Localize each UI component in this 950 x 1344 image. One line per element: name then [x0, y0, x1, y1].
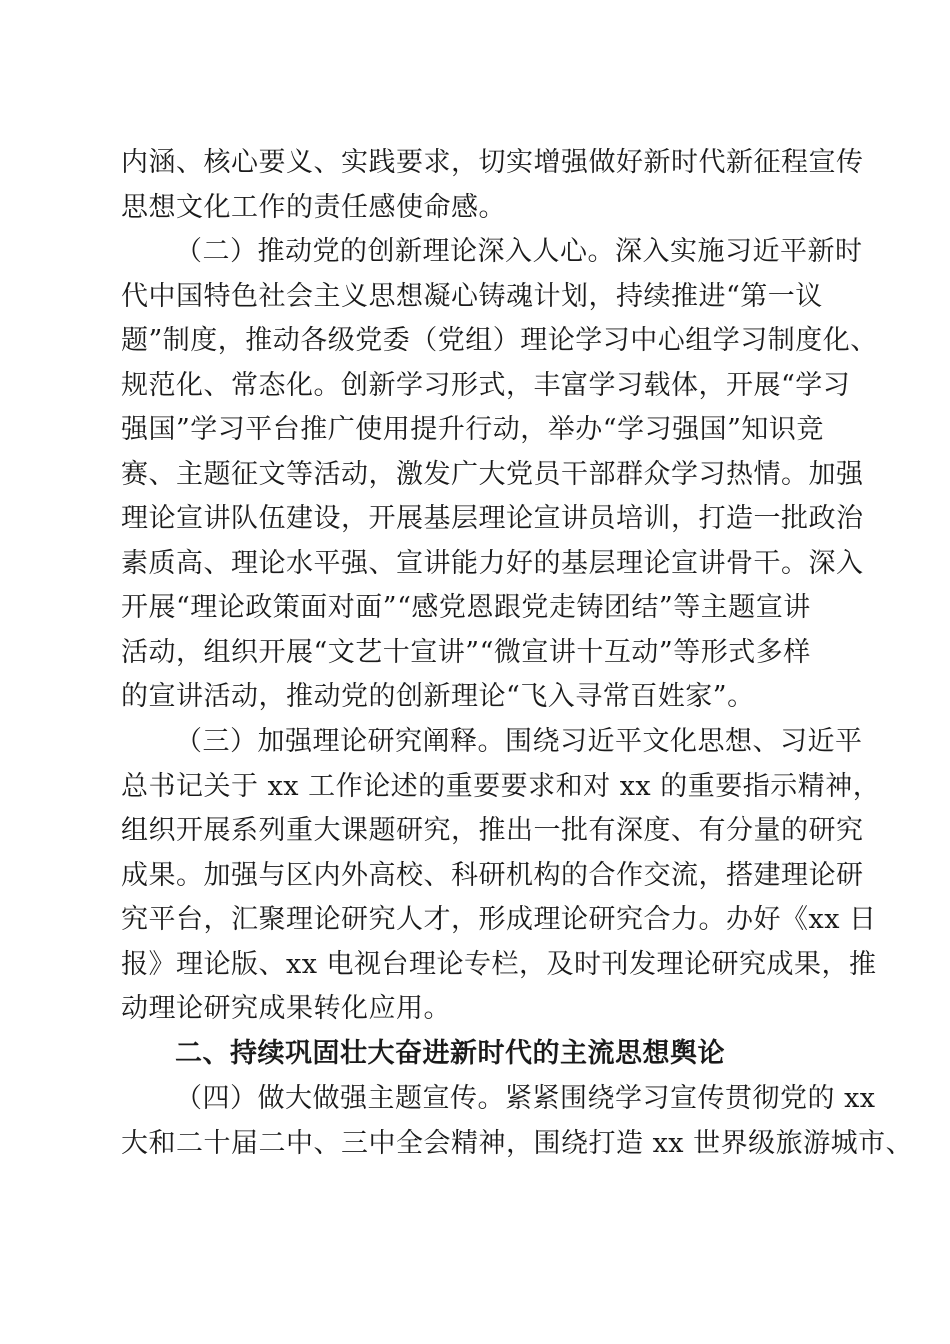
text-line: 究平台，汇聚理论研究人才，形成理论研究合力。办好《xx 日 — [121, 904, 877, 935]
text-line: 强国”学习平台推广使用提升行动，举办“学习强国”知识竞 — [121, 414, 824, 445]
paragraph-section-4 — [121, 1077, 914, 1166]
first-line-text: 深入实施习近平新时 — [615, 236, 863, 267]
heading-two: 二、持续巩固壮大奋进新时代的主流思想舆论 — [175, 1038, 725, 1069]
paragraph-first-line — [121, 1077, 876, 1122]
subheading-lead: （四）做大做强主题宣传。 — [175, 1083, 505, 1114]
text-line: 成果。加强与区内外高校、科研机构的合作交流，搭建理论研 — [121, 859, 864, 891]
first-line-text: 围绕习近平文化思想、习近平 — [505, 726, 863, 757]
text-line: 动理论研究成果转化应用。 — [121, 993, 451, 1024]
paragraph-section-3 — [121, 720, 881, 1032]
text-line: 活动，组织开展“文艺十宣讲”“微宣讲十互动”等形式多样 — [121, 636, 811, 668]
text-line: 报》理论版、xx 电视台理论专栏，及时刊发理论研究成果，推 — [121, 948, 877, 980]
text-line: 组织开展系列重大课题研究，推出一批有深度、有分量的研究 — [121, 815, 864, 846]
text-line: 素质高、理论水平强、宣讲能力好的基层理论宣讲骨干。深入 — [121, 547, 864, 579]
text-line: 大和二十届二中、三中全会精神，围绕打造 xx 世界级旅游城市、 — [121, 1127, 914, 1159]
text-line: 开展“理论政策面对面”“感党恩跟党走铸团结”等主题宣讲 — [121, 592, 811, 623]
paragraph-first-line — [121, 230, 863, 275]
first-line-text: 紧紧围绕学习宣传贯彻党的 xx — [505, 1083, 876, 1114]
text-line: 的宣讲活动，推动党的创新理论“飞入寻常百姓家”。 — [121, 681, 755, 712]
text-line: 理论宣讲队伍建设，开展基层理论宣讲员培训，打造一批政治 — [121, 503, 864, 534]
subheading-lead: （三）加强理论研究阐释。 — [175, 726, 505, 757]
section-heading — [121, 1032, 833, 1077]
text-line: 总书记关于 xx 工作论述的重要要求和对 xx 的重要指示精神， — [121, 770, 881, 802]
paragraph-section-2 — [121, 230, 878, 720]
text-line: 代中国特色社会主义思想凝心铸魂计划，持续推进“第一议 — [121, 280, 823, 312]
text-line: 思想文化工作的责任感使命感。 — [121, 191, 506, 223]
subheading-lead: （二）推动党的创新理论深入人心。 — [175, 236, 615, 267]
text-line: 题”制度，推动各级党委（党组）理论学习中心组学习制度化、 — [121, 325, 878, 356]
text-line: 赛、主题征文等活动，激发广大党员干部群众学习热情。加强 — [121, 458, 864, 490]
text-line: 内涵、核心要义、实践要求，切实增强做好新时代新征程宣传 — [121, 147, 864, 178]
paragraph-first-line — [121, 720, 863, 765]
paragraph-continuation — [121, 141, 864, 230]
text-line: 规范化、常态化。创新学习形式，丰富学习载体，开展“学习 — [121, 369, 851, 401]
